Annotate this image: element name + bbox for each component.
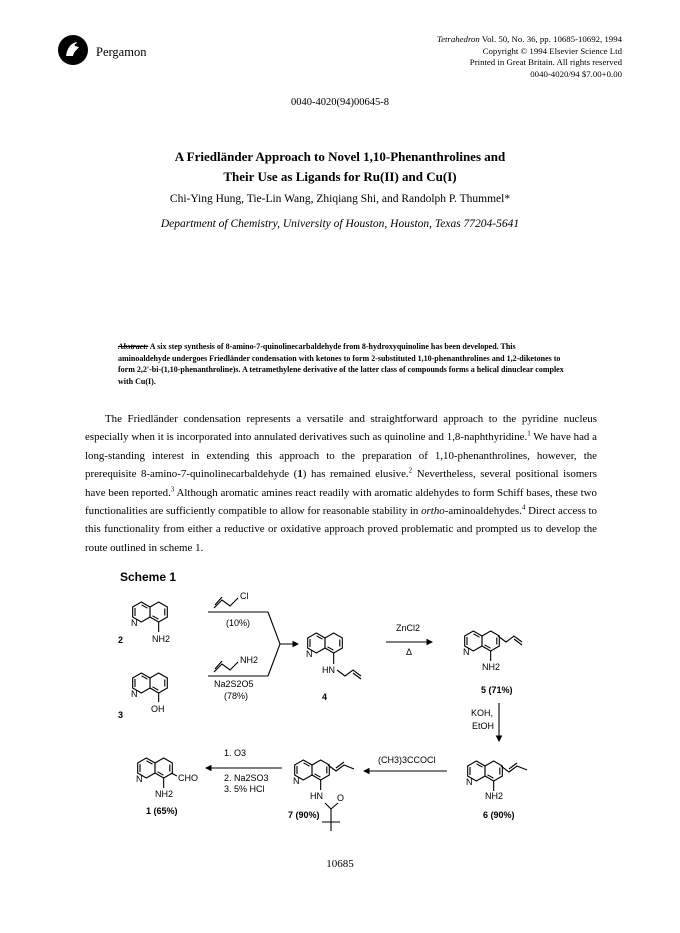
compound-6-label: 6 (90%) xyxy=(483,810,515,820)
compound-1-structure xyxy=(138,758,173,778)
allyl-chain xyxy=(337,670,361,676)
n-atom-label: N xyxy=(136,774,143,784)
cl-label: Cl xyxy=(240,591,249,601)
n-atom-label: N xyxy=(131,618,138,628)
intro-paragraph: The Friedländer condensation represents a versatile and straightforward approach to the pyridine nucleus especially when it is incorporated into annulated derivatives such as quinoline and 1,8-naphthyridine.$^1$ We have had a long-standing interest in extending this approach to the preparation of 1,10-phenanthrolines, however, the prerequisite 8-amino-7-quinolinecarbaldehyde (1) has remained elusive.$^2$ Nevertheless, several positional isomers have been reported.$^3$ Although aromatic amines react readily with aromatic aldehydes to form Schiff bases, these two functionalities are sufficiently compatible to allow for reasonable stability in ortho-aminoaldehydes.$^4$ Direct access to this functionality from either a reductive or oxidative approach proved problematic and prompted us to develop the route outlined in scheme 1. xyxy=(85,413,598,554)
hn-label: HN xyxy=(322,665,335,675)
compound-2-label: 2 xyxy=(118,635,124,645)
compound-ref: 1 xyxy=(297,468,303,481)
yield-78: (78%) xyxy=(224,691,249,701)
double-bond xyxy=(514,639,522,645)
ref-1: 1 xyxy=(527,429,531,438)
n-atom-label: N xyxy=(306,649,313,659)
propenyl-chain xyxy=(328,765,354,771)
ref-2: 2 xyxy=(408,466,413,475)
price-line: 0040-4020/94 $7.00+0.00 xyxy=(530,68,622,79)
compound-5-structure xyxy=(465,631,500,651)
author-list: Chi-Ying Hung, Tie-Lin Wang, Zhiqiang Shi, and Randolph P. Thummel* xyxy=(169,193,511,205)
compound-4-label: 4 xyxy=(322,692,328,702)
journal-citation: Tetrahedron Vol. 50, No. 36, pp. 10685-10692, 1994 xyxy=(436,34,622,44)
title-line-2: Their Use as Ligands for Ru(II) and Cu(I) xyxy=(223,169,457,184)
n-atom-label: N xyxy=(293,776,300,786)
affiliation: Department of Chemistry, University of Houston, Houston, Texas 77204-5641 xyxy=(160,218,520,230)
allyl-chloride-structure xyxy=(214,598,238,608)
o-atom-label: O xyxy=(337,793,345,803)
compound-6-structure xyxy=(468,761,503,781)
reagent-o3: 1. O3 xyxy=(224,748,247,758)
publisher-name: Pergamon xyxy=(96,45,147,59)
bond xyxy=(171,773,177,776)
compound-3-label: 3 xyxy=(118,710,124,720)
document-code: 0040-4020(94)00645-8 xyxy=(291,97,389,108)
double-bond xyxy=(336,762,344,768)
double-bond xyxy=(353,673,361,679)
compound-3-structure xyxy=(133,673,168,693)
reagent-na2so3: 2. Na2SO3 xyxy=(224,773,269,783)
reagent-pivaloyl-chloride: (CH3)3CCOCl xyxy=(378,755,436,765)
copyright-line: Copyright © 1994 Elsevier Science Ltd xyxy=(482,45,622,56)
allyl-chain xyxy=(498,636,522,642)
reagent-hcl: 3. 5% HCl xyxy=(224,784,265,794)
title-line-1: A Friedländer Approach to Novel 1,10-Phenanthrolines and xyxy=(174,149,506,164)
n-atom-label: N xyxy=(131,689,138,699)
carbonyl-bond xyxy=(331,803,338,809)
ref-4: 4 xyxy=(521,503,526,512)
compound-7-label: 7 (90%) xyxy=(288,810,320,820)
compound-7-structure xyxy=(295,760,330,780)
nh2-label: NH2 xyxy=(152,634,171,644)
ref-3: 3 xyxy=(170,485,175,493)
cho-label: CHO xyxy=(178,773,198,783)
converging-bracket xyxy=(268,612,280,676)
reagent-heat: Δ xyxy=(406,647,413,657)
propenyl-chain xyxy=(501,766,527,772)
printed-line: Printed in Great Britain. All rights reserved xyxy=(469,57,622,67)
compound-1-label: 1 (65%) xyxy=(146,806,178,816)
scheme-label: Scheme 1 xyxy=(120,570,177,584)
abstract-label: Abstract: xyxy=(118,342,149,351)
nh2-label: NH2 xyxy=(482,662,501,672)
compound-4-structure xyxy=(308,633,343,653)
compound-2-structure xyxy=(133,602,168,622)
reagent-koh: KOH, xyxy=(471,708,494,718)
yield-10: (10%) xyxy=(226,618,251,628)
amide-bond xyxy=(325,803,331,822)
nh2-label: NH2 xyxy=(240,655,259,665)
compound-5-label: 5 (71%) xyxy=(481,685,513,695)
reagent-na2s2o5: Na2S2O5 xyxy=(214,679,254,689)
nh2-label: NH2 xyxy=(485,791,504,801)
hn-label: HN xyxy=(310,791,323,801)
page-number: 10685 xyxy=(326,858,354,870)
nh2-label: NH2 xyxy=(155,789,174,799)
double-bond xyxy=(509,763,517,769)
oh-label: OH xyxy=(151,704,165,714)
abstract-text: A six step synthesis of 8-amino-7-quinolinecarbaldehyde from 8-hydroxyquinoline has been developed. This aminoaldehyde undergoes Friedländer condensation with ketones to form 2-substituted 1,10-phenanthrolines and 1,2-diketones to form 2,2'-bi-(1,10-phenanthroline)s. A tetramethylene derivative of the latter class of compounds forms a helical dinuclear complex with Cu(I). xyxy=(118,342,564,386)
allylamine-structure xyxy=(214,662,238,672)
n-atom-label: N xyxy=(466,777,473,787)
n-atom-label: N xyxy=(463,647,470,657)
reagent-zncl2: ZnCl2 xyxy=(396,623,421,633)
reagent-etoh: EtOH xyxy=(472,721,495,731)
